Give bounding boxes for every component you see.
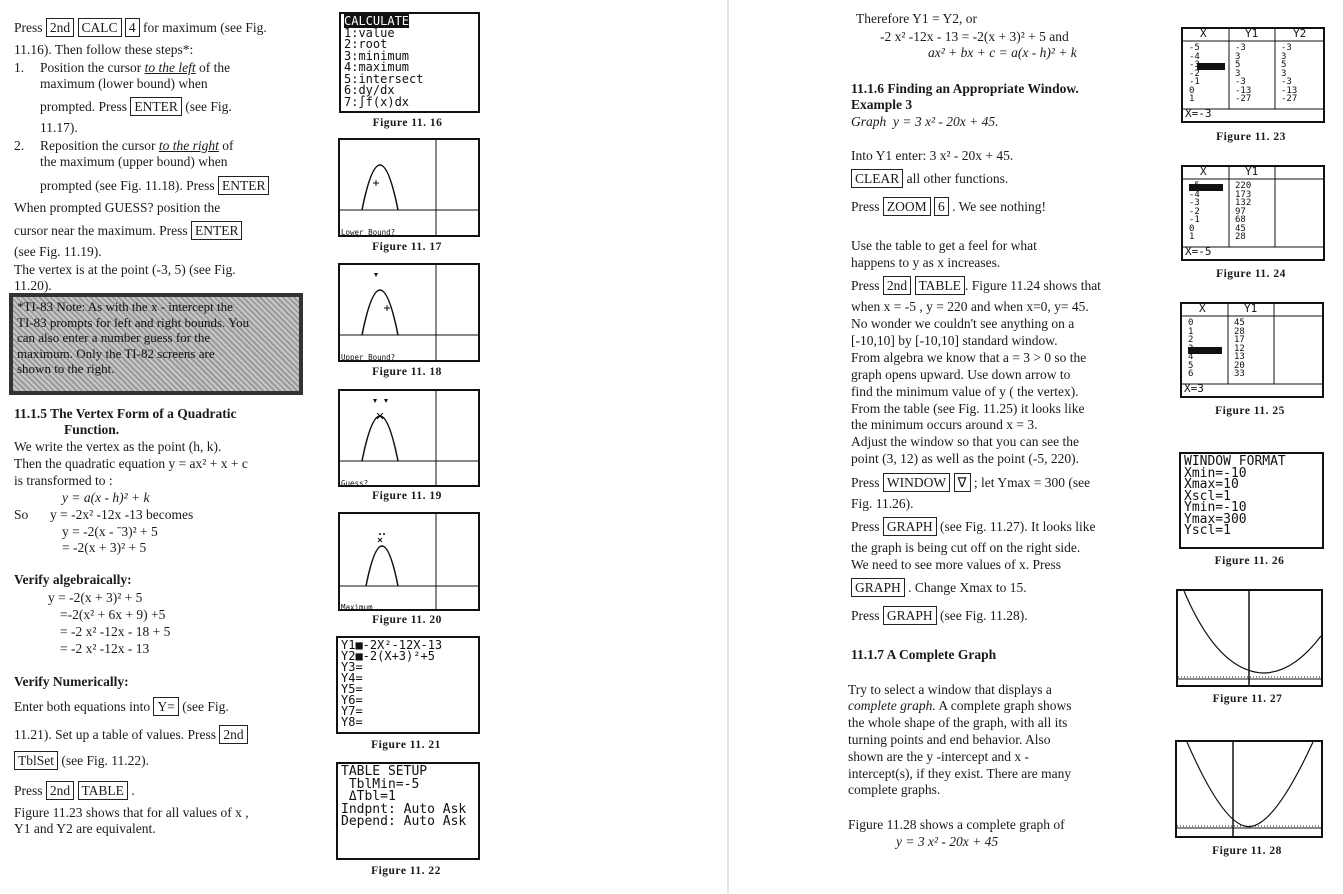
y-editor: Y1■-2X²-12X-13 Y2■-2(X+3)²+5 Y3= Y4= Y5= Y6= Y7= Y8= <box>341 638 443 729</box>
fig26-ref: Fig. 11.26). <box>851 496 914 511</box>
zoom-line: Press ZOOM 6 . We see nothing! <box>851 199 1047 214</box>
key-calc: CALC <box>78 18 122 37</box>
complete-p6: intercept(s), if they exist. There are many <box>848 766 1072 781</box>
step2-line3: prompted (see Fig. 11.18). Press ENTER <box>40 176 269 195</box>
step2-num: 2. <box>14 138 25 153</box>
figure-11-19-screen: Guess? <box>338 389 480 487</box>
eq-line2: y = -2x² -12x -13 becomes <box>50 507 194 522</box>
verify-num-5: Figure 11.23 shows that for all values of x , <box>14 805 249 820</box>
key-graph-3: GRAPH <box>883 606 937 625</box>
into-y1-line: Into Y1 enter: 3 x² - 20x + 45. <box>851 148 1014 163</box>
table-setup: TABLE SETUP TblMin=-5 ΔTbl=1 Indpnt: Auto Ask Depend: Auto Ask <box>341 764 467 829</box>
figure-11-24-caption: Figure 11. 24 <box>1216 268 1286 280</box>
key-2nd: 2nd <box>46 18 74 37</box>
x-column: 0 1 2 3 4 5 6 <box>1188 318 1194 379</box>
step2-line1: Reposition the cursor to the right of <box>40 138 234 153</box>
eq-line4: = -2(x + 3)² + 5 <box>62 540 147 555</box>
key-graph-2: GRAPH <box>851 578 905 597</box>
key-2nd-b: 2nd <box>219 725 247 744</box>
vertex-form-eq: y = a(x - h)² + k <box>62 490 150 505</box>
verify-num-1: Enter both equations into Y= (see Fig. <box>14 699 229 714</box>
example-3-label: Example 3 <box>851 97 913 112</box>
verify-num-6: Y1 and Y2 are equivalent. <box>14 821 156 836</box>
window-line: Press WINDOW ∇ ; let Ymax = 300 (see <box>851 475 1091 490</box>
verify-num-2: 11.21). Set up a table of values. Press 2nd <box>14 725 248 744</box>
clear-line: CLEAR all other functions. <box>851 169 1008 188</box>
complete-p3: the whole shape of the graph, with all its <box>848 715 1068 730</box>
eq-line3: y = -2(x - ˉ3)² + 5 <box>62 524 158 539</box>
figure-11-25-screen: X Y1 0 1 2 3 4 5 6 45 28 17 12 13 20 33 X=3 <box>1180 302 1324 398</box>
key-enter-1: ENTER <box>130 97 182 116</box>
complete-p2: complete graph. A complete graph shows <box>848 698 1072 713</box>
key-clear: CLEAR <box>851 169 903 188</box>
verify-num-title: Verify Numerically: <box>14 674 129 689</box>
guess-line1: When prompted GUESS? position the <box>14 200 221 215</box>
step1-num: 1. <box>14 60 25 75</box>
step1-line4: 11.17). <box>40 120 78 135</box>
figure-11-17-screen: Lower Bound? <box>338 138 480 237</box>
para-w5: graph opens upward. Use down arrow to <box>851 367 1071 382</box>
verify-alg-2: =-2(x² + 6x + 9) +5 <box>60 607 166 622</box>
figure-11-17-caption: Figure 11. 17 <box>372 241 442 253</box>
section-11-1-6-title: 11.1.6 Finding an Appropriate Window. <box>851 81 1079 96</box>
graph-line-1: Press GRAPH (see Fig. 11.27). It looks like <box>851 519 1096 534</box>
figure-11-18-screen: Upper Bound? <box>338 263 480 362</box>
complete-eq: y = 3 x² - 20x + 45 <box>896 834 999 849</box>
key-window: WINDOW <box>883 473 950 492</box>
use-table-1: Use the table to get a feel for what <box>851 238 1037 253</box>
key-table-r: TABLE <box>915 276 965 295</box>
section-11-1-5-title-2: Function. <box>64 422 120 437</box>
section-11-1-7-title: 11.1.7 A Complete Graph <box>851 647 997 662</box>
y2-column: -3 3 5 3 -3 -13 -27 <box>1281 43 1298 104</box>
key-tblset: TblSet <box>14 751 58 770</box>
steps-intro-2: 11.16). Then follow these steps*: <box>14 42 194 57</box>
complete-p1: Try to select a window that displays a <box>848 682 1052 697</box>
figure-11-21-screen <box>336 636 480 734</box>
graph-line-5: Press GRAPH (see Fig. 11.28). <box>851 608 1028 623</box>
ti83-note-box: *TI-83 Note: As with the x - intercept the TI-83 prompts for left and right bounds. You can also enter a number guess for the maximum. Only the TI-82 screens are shown to the right. <box>9 293 303 395</box>
para-w3: [-10,10] by [-10,10] standard window. <box>851 333 1058 348</box>
upward-parabola-graph <box>1178 591 1321 685</box>
complete-p4: turning points and end behavior. Also <box>848 732 1051 747</box>
para-w9: Adjust the window so that you can see the <box>851 434 1079 449</box>
figure-11-16-screen <box>339 12 480 113</box>
figure-11-19-caption: Figure 11. 19 <box>372 490 442 502</box>
figure-11-16-caption: Figure 11. 16 <box>372 117 443 129</box>
key-zoom: ZOOM <box>883 197 931 216</box>
key-graph-1: GRAPH <box>883 517 937 536</box>
verify-alg-4: = -2 x² -12x - 13 <box>60 641 150 656</box>
key-2nd-r: 2nd <box>883 276 911 295</box>
key-2nd-c: 2nd <box>46 781 74 800</box>
figure-11-23-caption: Figure 11. 23 <box>1216 131 1286 143</box>
page-gutter <box>727 0 729 894</box>
verify-alg-1: y = -2(x + 3)² + 5 <box>48 590 143 605</box>
complete-p5: shown are the y -intercept and x - <box>848 749 1030 764</box>
equiv-line: -2 x² -12x - 13 = -2(x + 3)² + 5 and <box>880 29 1069 44</box>
para-w4: From algebra we know that a = 3 > 0 so the <box>851 350 1087 365</box>
section-11-1-5-title: 11.1.5 The Vertex Form of a Quadratic <box>14 406 237 421</box>
verify-num-3: TblSet (see Fig. 11.22). <box>14 751 149 770</box>
step1-line2: maximum (lower bound) when <box>40 76 208 91</box>
figure-11-26-caption: Figure 11. 26 <box>1214 555 1285 567</box>
complete-p7: complete graphs. <box>848 782 941 797</box>
so-label: So <box>14 507 29 522</box>
x-column: -5 -4 -3 -2 -1 0 1 <box>1189 43 1200 104</box>
table-press-line: Press 2nd TABLE . Figure 11.24 shows that <box>851 278 1101 293</box>
key-y-equals: Y= <box>153 697 178 716</box>
guess-line2: cursor near the maximum. Press ENTER <box>14 221 242 240</box>
step1-line3: prompted. Press ENTER (see Fig. <box>40 99 232 114</box>
figure-11-20-screen: Maximum <box>338 512 480 611</box>
figure-11-18-caption: Figure 11. 18 <box>372 366 442 378</box>
figure-11-23-screen: X Y1 Y2 -5 -4 -3 -2 -1 0 1 -3 3 5 3 -3 -13 -27 -3 3 5 3 -3 -13 -27 X=-3 <box>1181 27 1325 123</box>
key-6: 6 <box>934 197 949 216</box>
key-down-arrow: ∇ <box>954 473 971 492</box>
verify-alg-3: = -2 x² -12x - 18 + 5 <box>60 624 171 639</box>
complete-parabola-graph <box>1177 742 1321 836</box>
figure-11-22-screen <box>336 762 480 860</box>
step2-line2: the maximum (upper bound) when <box>40 154 228 169</box>
figure-11-25-caption: Figure 11. 25 <box>1215 405 1285 417</box>
vertex-form-p3: is transformed to : <box>14 473 113 488</box>
figure-11-27-screen <box>1176 589 1323 687</box>
para-w7: From the table (see Fig. 11.25) it looks like <box>851 401 1085 416</box>
vertex-form-p1: We write the vertex as the point (h, k). <box>14 439 222 454</box>
y1-column: 45 28 17 12 13 20 33 <box>1234 318 1245 379</box>
para-w10: point (3, 12) as well as the point (-5, 220). <box>851 451 1079 466</box>
verify-alg-title: Verify algebraically: <box>14 572 132 587</box>
calc-menu: CALCULATE 1:value 2:root 3:minimum 4:maximum 5:intersect 6:dy/dx 7:∫f(x)dx <box>344 14 424 109</box>
key-enter-2: ENTER <box>218 176 270 195</box>
key-4: 4 <box>125 18 140 37</box>
figure-11-21-caption: Figure 11. 21 <box>371 739 441 751</box>
para-w8: the minimum occurs around x = 3. <box>851 417 1038 432</box>
x-column: -5 -4 -3 -2 -1 0 1 <box>1189 181 1200 242</box>
vertex-form-p2: Then the quadratic equation y = ax² + x + c <box>14 456 248 471</box>
para-w1: when x = -5 , y = 220 and when x=0, y= 45. <box>851 299 1089 314</box>
general-form-line: ax² + bx + c = a(x - h)² + k <box>928 45 1077 60</box>
figure-11-22-caption: Figure 11. 22 <box>371 865 441 877</box>
figure-11-27-caption: Figure 11. 27 <box>1212 693 1283 705</box>
step1-line1: Position the cursor to the left of the <box>40 60 231 75</box>
y1-column: 220 173 132 97 68 45 28 <box>1235 181 1252 242</box>
vertex-line1: The vertex is at the point (-3, 5) (see Fig. <box>14 262 236 277</box>
para-w2: No wonder we couldn't see anything on a <box>851 316 1075 331</box>
steps-intro-line: Press 2nd CALC 4 for maximum (see Fig. <box>14 20 267 35</box>
use-table-2: happens to y as x increases. <box>851 255 1001 270</box>
graph-line-4: GRAPH . Change Xmax to 15. <box>851 578 1027 597</box>
para-w6: find the minimum value of y ( the vertex). <box>851 384 1079 399</box>
figure-11-20-caption: Figure 11. 20 <box>372 614 442 626</box>
figure-11-28-screen <box>1175 740 1323 838</box>
graph-equation: Graph y = 3 x² - 20x + 45. <box>851 114 999 129</box>
complete-p8: Figure 11.28 shows a complete graph of <box>848 817 1065 832</box>
window-settings: WINDOW FORMAT Xmin=-10 Xmax=10 Xscl=1 Ymin=-10 Ymax=300 Yscl=1 <box>1184 454 1286 538</box>
graph-line-2: the graph is being cut off on the right side. <box>851 540 1081 555</box>
therefore-line: Therefore Y1 = Y2, or <box>856 11 977 26</box>
key-table: TABLE <box>78 781 128 800</box>
guess-line3: (see Fig. 11.19). <box>14 244 102 259</box>
key-enter-3: ENTER <box>191 221 243 240</box>
graph-line-3: We need to see more values of x. Press <box>851 557 1061 572</box>
vertex-line2: 11.20). <box>14 278 52 293</box>
figure-11-24-screen: X Y1 -5 -4 -3 -2 -1 0 1 220 173 132 97 68 45 28 X=-5 <box>1181 165 1325 261</box>
y1-column: -3 3 5 3 -3 -13 -27 <box>1235 43 1252 104</box>
figure-11-28-caption: Figure 11. 28 <box>1212 845 1282 857</box>
verify-num-4: Press 2nd TABLE . <box>14 783 135 798</box>
figure-11-26-screen <box>1179 452 1324 549</box>
